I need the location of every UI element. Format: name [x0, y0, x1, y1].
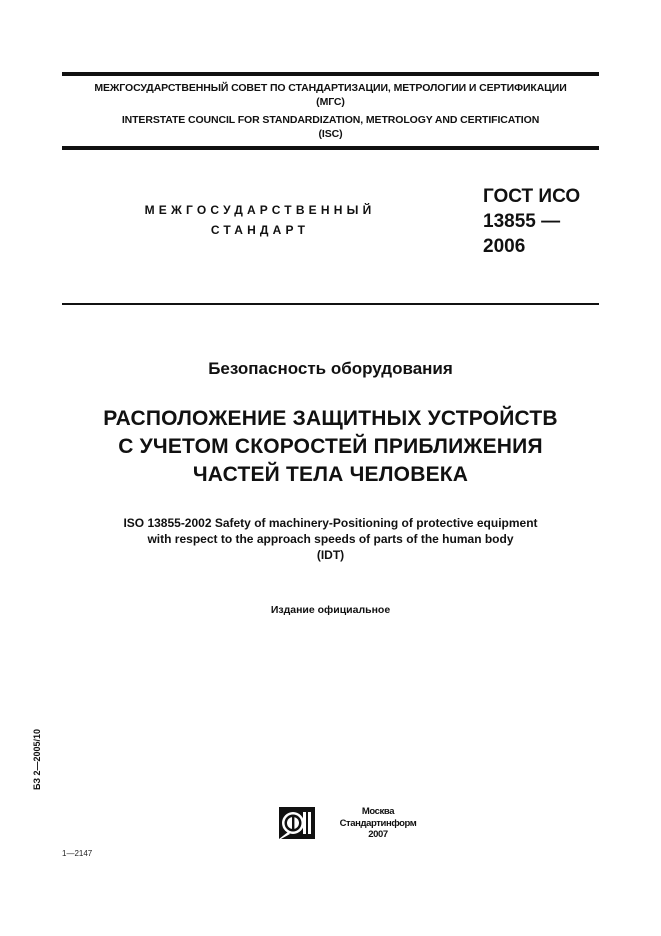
standard-block-rule	[62, 303, 599, 305]
standard-number-line2: 13855 —	[483, 211, 561, 232]
side-catalog-code: БЗ 2—2005/10	[32, 728, 42, 790]
standard-type-line1: МЕЖГОСУДАРСТВЕННЫЙ	[144, 203, 376, 217]
council-ru-abbr: (МГС)	[316, 96, 345, 108]
document-title-line3: ЧАСТЕЙ ТЕЛА ЧЕЛОВЕКА	[192, 463, 469, 486]
council-en-line1: INTERSTATE COUNCIL FOR STANDARDIZATION, METROLOGY AND CERTIFICATION	[121, 114, 540, 126]
council-name-ru	[62, 81, 599, 109]
standartinform-logo-icon	[278, 806, 316, 840]
document-title-line2: С УЧЕТОМ СКОРОСТЕЙ ПРИБЛИЖЕНИЯ	[118, 435, 543, 458]
standard-number-line3: 2006	[483, 236, 526, 257]
publisher-city: Москва	[361, 806, 395, 817]
logo-graphic	[278, 806, 316, 840]
standard-type-label	[130, 200, 390, 240]
header-bottom-rule	[62, 146, 599, 150]
council-name-en	[62, 113, 599, 141]
publisher-block	[330, 806, 426, 841]
document-title-line1: РАСПОЛОЖЕНИЕ ЗАЩИТНЫХ УСТРОЙСТВ	[103, 407, 558, 430]
publisher-name: Стандартинформ	[339, 817, 417, 829]
publisher-year: 2007	[368, 829, 388, 840]
iso-title-line2: with respect to the approach speeds of parts of the human body	[147, 532, 514, 546]
iso-title-line3: (IDT)	[316, 548, 345, 562]
standard-type-line2: СТАНДАРТ	[210, 223, 310, 237]
iso-title-line1: ISO 13855-2002 Safety of machinery-Positioning of protective equipment	[123, 516, 538, 530]
document-subject: Безопасность оборудования	[208, 359, 453, 378]
edition-note: Издание официальное	[270, 604, 391, 616]
standard-number-line1: ГОСТ ИСО	[483, 186, 581, 207]
council-ru-line1: МЕЖГОСУДАРСТВЕННЫЙ СОВЕТ ПО СТАНДАРТИЗАЦИИ, МЕТРОЛОГИИ И СЕРТИФИКАЦИИ	[94, 82, 567, 94]
iso-reference-title	[62, 515, 599, 563]
top-rule	[62, 72, 599, 76]
council-en-abbr: (ISC)	[318, 128, 343, 140]
print-order-code: 1—2147	[62, 849, 93, 858]
document-title	[62, 405, 599, 489]
standard-number	[483, 184, 613, 259]
